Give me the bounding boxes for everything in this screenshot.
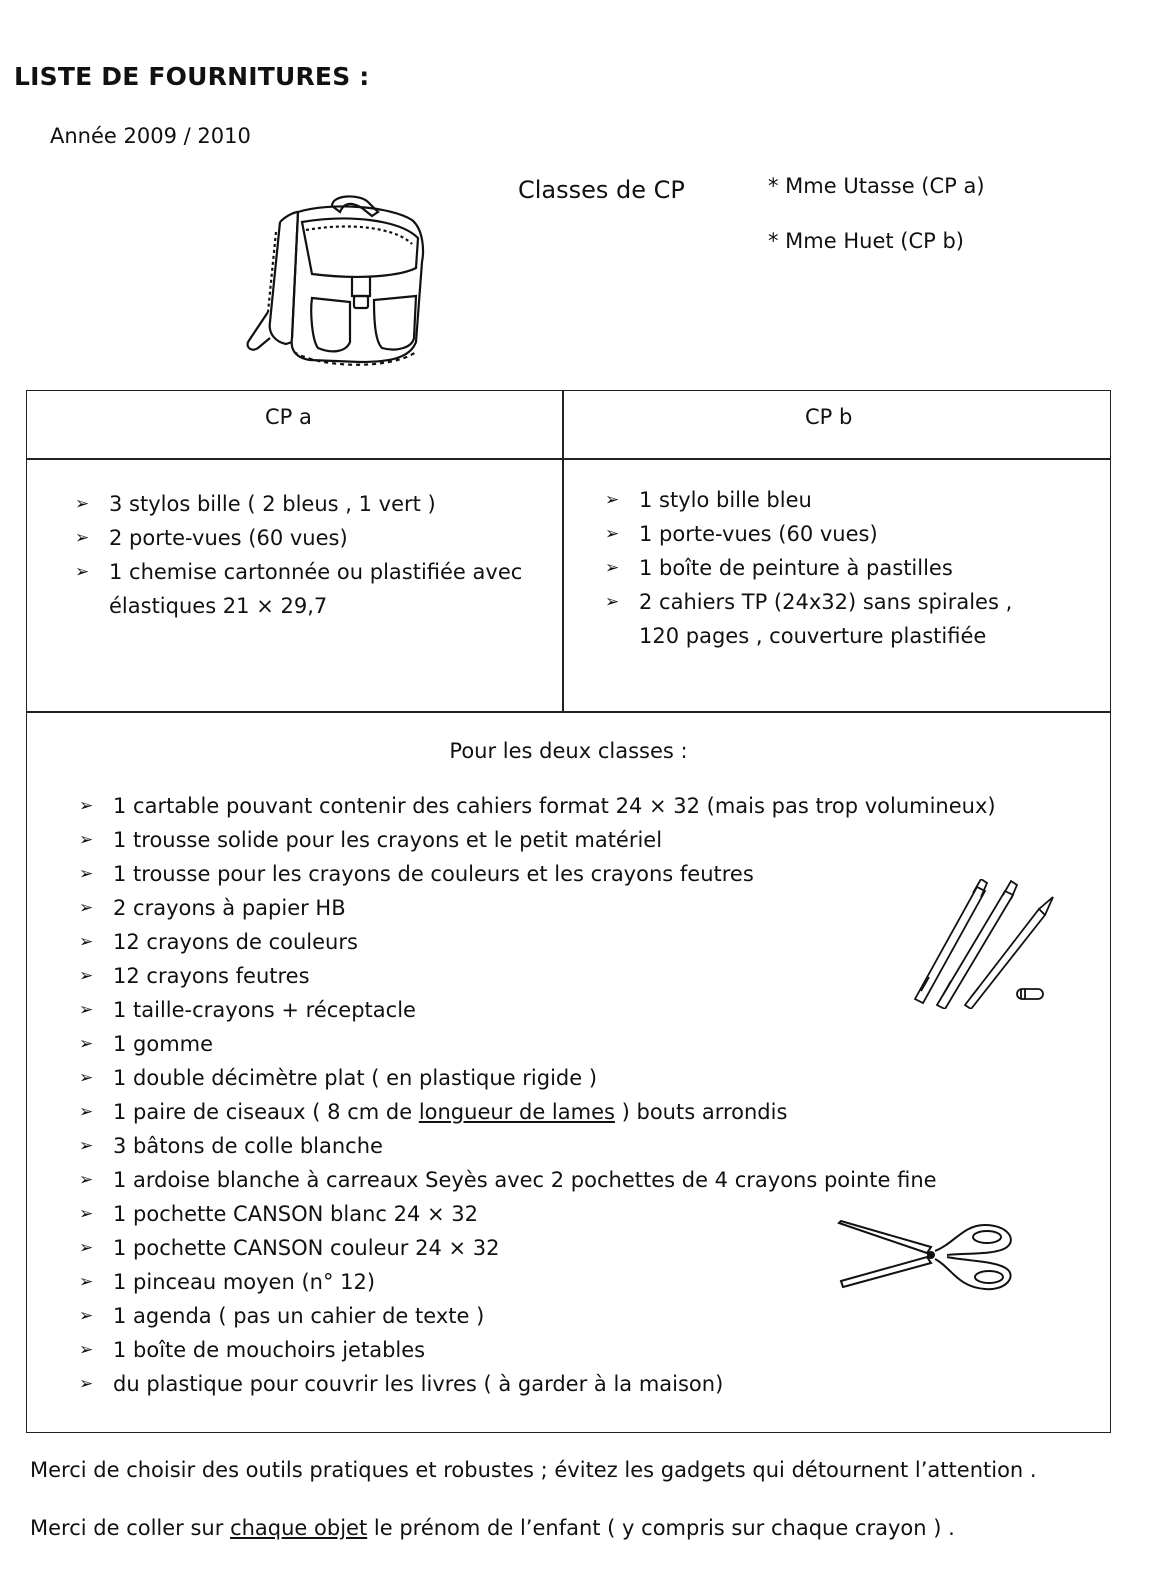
school-year: Année 2009 / 2010 <box>50 124 251 148</box>
arrow-bullet-icon: ➢ <box>79 1034 94 1054</box>
arrow-bullet-icon: ➢ <box>79 1000 94 1020</box>
classes-heading: Classes de CP <box>518 176 685 204</box>
arrow-bullet-icon: ➢ <box>79 1374 94 1394</box>
arrow-bullet-icon: ➢ <box>79 1238 94 1258</box>
closing-note-tools: Merci de choisir des outils pratiques et robustes ; évitez les gadgets qui détournent l’attention . <box>30 1458 1037 1482</box>
arrow-bullet-icon: ➢ <box>605 558 620 578</box>
arrow-bullet-icon: ➢ <box>79 1204 94 1224</box>
list-item: ➢ 2 crayons à papier HB <box>79 891 1059 925</box>
list-item: ➢ 1 taille-crayons + réceptacle <box>79 993 1059 1027</box>
arrow-bullet-icon: ➢ <box>75 562 90 582</box>
supplies-table <box>26 390 1111 1433</box>
list-item-continuation: 120 pages , couverture plastifiée <box>639 624 987 648</box>
arrow-bullet-icon: ➢ <box>79 864 94 884</box>
list-item: ➢ 1 gomme <box>79 1027 1059 1061</box>
arrow-bullet-icon: ➢ <box>79 1136 94 1156</box>
section-divider <box>27 711 1110 713</box>
arrow-bullet-icon: ➢ <box>79 1272 94 1292</box>
arrow-bullet-icon: ➢ <box>79 1068 94 1088</box>
list-item: ➢ 1 cartable pouvant contenir des cahiers format 24 × 32 (mais pas trop volumineux) <box>79 789 1059 823</box>
list-item: ➢ 3 bâtons de colle blanche <box>79 1129 1059 1163</box>
schoolbag-icon <box>240 192 430 372</box>
underlined-text: longueur de lames <box>418 1100 615 1124</box>
list-item: ➢ 12 crayons feutres <box>79 959 1059 993</box>
column-header-cp-a: CP a <box>265 405 312 429</box>
arrow-bullet-icon: ➢ <box>605 592 620 612</box>
list-item: ➢ 1 porte-vues (60 vues) <box>605 517 1075 551</box>
list-item: ➢ 2 cahiers TP (24x32) sans spirales , <box>605 585 1075 619</box>
arrow-bullet-icon: ➢ <box>79 1340 94 1360</box>
list-item: ➢ 1 stylo bille bleu <box>605 483 1075 517</box>
arrow-bullet-icon: ➢ <box>75 528 90 548</box>
list-item: ➢ 1 trousse solide pour les crayons et le petit matériel <box>79 823 1059 857</box>
list-item: ➢ 1 boîte de peinture à pastilles <box>605 551 1075 585</box>
arrow-bullet-icon: ➢ <box>79 796 94 816</box>
pencils-icon <box>885 879 1065 1009</box>
closing-note-names: Merci de coller sur chaque objet le prénom de l’enfant ( y compris sur chaque crayon ) . <box>30 1516 955 1540</box>
page-title: LISTE DE FOURNITURES : <box>14 62 370 91</box>
column-header-cp-b: CP b <box>805 405 853 429</box>
arrow-bullet-icon: ➢ <box>79 898 94 918</box>
list-item-continuation: élastiques 21 × 29,7 <box>109 594 328 618</box>
list-item: ➢ 1 pochette CANSON blanc 24 × 32 <box>79 1197 1059 1231</box>
list-item: ➢ 1 double décimètre plat ( en plastique rigide ) <box>79 1061 1059 1095</box>
list-item: ➢ 3 stylos bille ( 2 bleus , 1 vert ) <box>75 487 545 521</box>
underlined-text: chaque objet <box>230 1516 368 1540</box>
column-divider <box>562 391 564 711</box>
arrow-bullet-icon: ➢ <box>605 490 620 510</box>
cp-a-list <box>75 487 545 623</box>
arrow-bullet-icon: ➢ <box>79 1306 94 1326</box>
arrow-bullet-icon: ➢ <box>79 966 94 986</box>
arrow-bullet-icon: ➢ <box>79 932 94 952</box>
list-item: ➢ 1 trousse pour les crayons de couleurs et les crayons feutres <box>79 857 1059 891</box>
header-divider <box>27 458 1110 460</box>
scissors-icon <box>835 1217 1025 1297</box>
list-item: ➢ 1 paire de ciseaux ( 8 cm de longueur de lames ) bouts arrondis <box>79 1095 1059 1129</box>
list-item: ➢ 1 pochette CANSON couleur 24 × 32 <box>79 1231 1059 1265</box>
list-item: ➢ du plastique pour couvrir les livres ( à garder à la maison) <box>79 1367 1059 1401</box>
arrow-bullet-icon: ➢ <box>75 494 90 514</box>
teacher-cp-a: * Mme Utasse (CP a) <box>768 174 985 198</box>
arrow-bullet-icon: ➢ <box>79 1102 94 1122</box>
cp-b-list <box>605 483 1075 653</box>
teacher-cp-b: * Mme Huet (CP b) <box>768 229 964 253</box>
list-item: ➢ 2 porte-vues (60 vues) <box>75 521 545 555</box>
list-item: ➢ 1 ardoise blanche à carreaux Seyès avec 2 pochettes de 4 crayons pointe fine <box>79 1163 1059 1197</box>
list-item: ➢ 1 pinceau moyen (n° 12) <box>79 1265 1059 1299</box>
both-classes-heading: Pour les deux classes : <box>449 739 688 763</box>
list-item: ➢ 1 agenda ( pas un cahier de texte ) <box>79 1299 1059 1333</box>
arrow-bullet-icon: ➢ <box>79 1170 94 1190</box>
list-item: ➢ 1 boîte de mouchoirs jetables <box>79 1333 1059 1367</box>
arrow-bullet-icon: ➢ <box>79 830 94 850</box>
list-item: ➢ 1 chemise cartonnée ou plastifiée avec <box>75 555 545 589</box>
list-item: ➢ 12 crayons de couleurs <box>79 925 1059 959</box>
arrow-bullet-icon: ➢ <box>605 524 620 544</box>
